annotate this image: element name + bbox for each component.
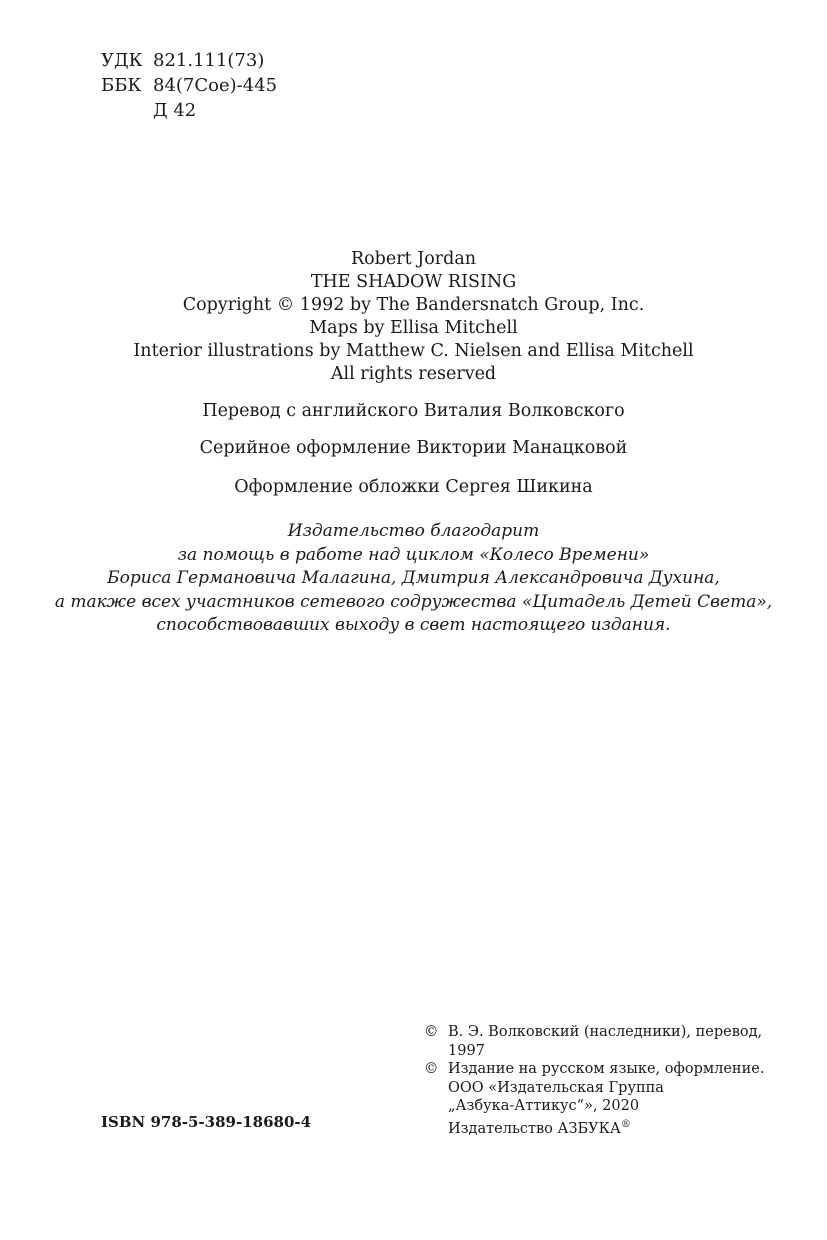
translation-copyright-year: 1997	[448, 1042, 485, 1059]
acknowledgement	[0, 520, 827, 638]
isbn: ISBN 978-5-389-18680-4	[101, 1113, 312, 1131]
copyright-icon: ©	[424, 1061, 439, 1077]
bbk-value: 84(7Сое)-445	[153, 75, 278, 96]
copyright-icon: ©	[424, 1024, 439, 1040]
cover-design-credit: Оформление обложки Сергея Шикина	[234, 477, 593, 497]
imprint-line	[448, 1116, 764, 1138]
original-author: Robert Jordan	[350, 249, 477, 269]
all-rights-reserved: All rights reserved	[330, 364, 497, 384]
acknowledgement-line: Издательство благодарит	[287, 521, 540, 541]
original-title: THE SHADOW RISING	[310, 272, 517, 292]
udk-label: УДК	[101, 50, 143, 71]
bbk-label: ББК	[101, 75, 142, 96]
author-mark: Д 42	[153, 100, 197, 121]
udk-row	[101, 48, 277, 73]
translation-copyright-line: В. Э. Волковский (наследники), перевод,	[448, 1024, 763, 1040]
original-copyright: Copyright © 1992 by The Bandersnatch Group, Inc.	[182, 295, 645, 315]
publisher-group-line: ООО «Издательская Группа	[448, 1079, 664, 1096]
rights-notices	[424, 1023, 764, 1138]
registered-mark-icon: ®	[620, 1118, 631, 1130]
bbk-row	[101, 73, 277, 98]
publisher-name-year: „Азбука-Аттикус“», 2020	[448, 1098, 640, 1114]
series-design-credit: Серийное оформление Виктории Манацковой	[199, 438, 628, 458]
edition-copyright	[424, 1060, 764, 1138]
illustrations-credit: Interior illustrations by Matthew C. Nielsen and Ellisa Mitchell	[133, 341, 694, 361]
acknowledgement-line: а также всех участников сетевого содружества «Цитадель Детей Света»,	[54, 591, 773, 612]
translation-copyright	[424, 1023, 764, 1060]
maps-credit: Maps by Ellisa Mitchell	[309, 318, 518, 338]
udk-value: 821.111(73)	[153, 50, 265, 71]
original-copyright-block	[0, 248, 827, 386]
edition-copyright-line: Издание на русском языке, оформление.	[448, 1061, 765, 1077]
imprint-name: Издательство АЗБУКА	[448, 1120, 621, 1137]
acknowledgement-line: способствовавших выходу в свет настоящего издания.	[156, 615, 671, 635]
translation-credit: Перевод с английского Виталия Волковского	[202, 401, 625, 421]
acknowledgement-line: Бориса Германовича Малагина, Дмитрия Александровича Духина,	[107, 568, 720, 588]
library-classification	[101, 48, 277, 123]
acknowledgement-line: за помощь в работе над циклом «Колесо Времени»	[177, 544, 650, 565]
